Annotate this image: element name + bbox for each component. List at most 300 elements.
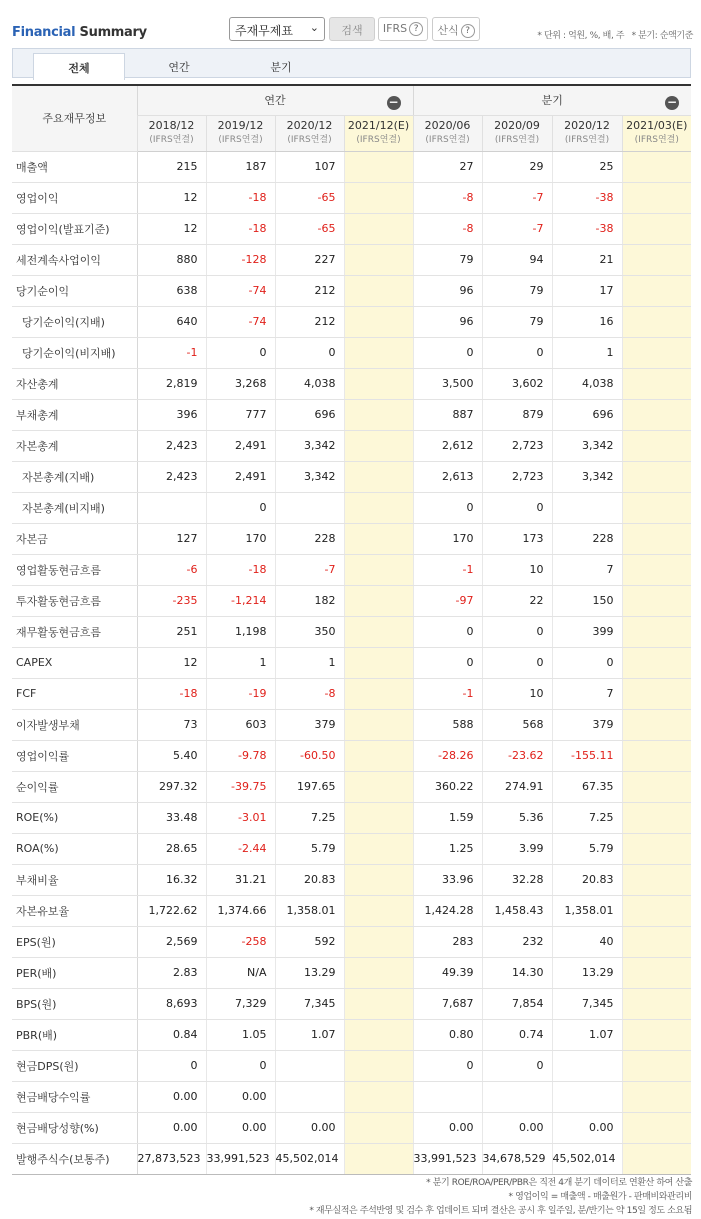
value-cell: -1,214 xyxy=(206,585,275,616)
ifrs-help-button[interactable] xyxy=(378,17,428,41)
value-cell: 14.30 xyxy=(482,957,552,988)
annual-group-header xyxy=(137,85,413,115)
value-cell: 1,424.28 xyxy=(413,895,482,926)
value-cell xyxy=(622,1143,691,1174)
value-cell: 13.29 xyxy=(275,957,344,988)
row-label: 부채비율 xyxy=(12,864,137,895)
value-cell: 170 xyxy=(413,523,482,554)
value-cell xyxy=(622,151,691,182)
row-label: ROA(%) xyxy=(12,833,137,864)
row-label: 자본총계(지배) xyxy=(12,461,137,492)
value-cell: 879 xyxy=(482,399,552,430)
value-cell: 8,693 xyxy=(137,988,206,1019)
value-cell: 3,602 xyxy=(482,368,552,399)
value-cell: 1,358.01 xyxy=(552,895,622,926)
value-cell: -18 xyxy=(137,678,206,709)
value-cell: 33.48 xyxy=(137,802,206,833)
value-cell: 1,374.66 xyxy=(206,895,275,926)
value-cell: -9.78 xyxy=(206,740,275,771)
table-row xyxy=(12,492,691,523)
value-cell: 40 xyxy=(552,926,622,957)
value-cell: 16 xyxy=(552,306,622,337)
table-row xyxy=(12,709,691,740)
row-label: 세전계속사업이익 xyxy=(12,244,137,275)
value-cell: 0.00 xyxy=(206,1081,275,1112)
row-label: 재무활동현금흐름 xyxy=(12,616,137,647)
period-basis: (IFRS연결) xyxy=(634,135,679,145)
table-row xyxy=(12,430,691,461)
value-cell: 0.00 xyxy=(552,1112,622,1143)
value-cell: -1 xyxy=(413,554,482,585)
value-cell xyxy=(622,1081,691,1112)
value-cell xyxy=(622,864,691,895)
row-label: 자본금 xyxy=(12,523,137,554)
value-cell: 0 xyxy=(206,337,275,368)
period-header xyxy=(552,115,622,151)
table-row xyxy=(12,213,691,244)
value-cell: 2.83 xyxy=(137,957,206,988)
value-cell: 33,991,523 xyxy=(206,1143,275,1174)
value-cell: 79 xyxy=(482,275,552,306)
value-cell xyxy=(344,585,413,616)
quarter-basis-note: * 분기: 순액기준 xyxy=(631,31,693,41)
value-cell: 0 xyxy=(413,1050,482,1081)
value-cell: 588 xyxy=(413,709,482,740)
value-cell: 0 xyxy=(482,616,552,647)
row-label: 매출액 xyxy=(12,151,137,182)
value-cell: 379 xyxy=(552,709,622,740)
value-cell: -8 xyxy=(275,678,344,709)
tab-all[interactable]: 전체 xyxy=(33,53,125,80)
table-row xyxy=(12,585,691,616)
period-header xyxy=(413,115,482,151)
value-cell xyxy=(622,1050,691,1081)
value-cell: -28.26 xyxy=(413,740,482,771)
value-cell xyxy=(344,151,413,182)
value-cell: -7 xyxy=(482,182,552,213)
value-cell: 0 xyxy=(552,647,622,678)
value-cell: -60.50 xyxy=(275,740,344,771)
row-label: 발행주식수(보통주) xyxy=(12,1143,137,1174)
corner-header: 주요재무정보 xyxy=(12,85,137,151)
period-basis: (IFRS연결) xyxy=(287,135,332,145)
value-cell: 20.83 xyxy=(552,864,622,895)
value-cell: 3,342 xyxy=(275,430,344,461)
value-cell: 7.25 xyxy=(275,802,344,833)
value-cell: 1,198 xyxy=(206,616,275,647)
value-cell: 5.40 xyxy=(137,740,206,771)
value-cell xyxy=(344,709,413,740)
value-cell xyxy=(344,1050,413,1081)
value-cell: 7 xyxy=(552,554,622,585)
value-cell xyxy=(622,802,691,833)
value-cell: 2,423 xyxy=(137,461,206,492)
table-row xyxy=(12,833,691,864)
value-cell: 2,491 xyxy=(206,430,275,461)
row-label: EPS(원) xyxy=(12,926,137,957)
row-label: 영업이익률 xyxy=(12,740,137,771)
row-label: PER(배) xyxy=(12,957,137,988)
value-cell xyxy=(622,306,691,337)
period-label: 2020/09 xyxy=(494,119,540,132)
value-cell: 7,687 xyxy=(413,988,482,1019)
period-label: 2021/03(E) xyxy=(626,119,688,132)
value-cell: 696 xyxy=(552,399,622,430)
value-cell: 170 xyxy=(206,523,275,554)
value-cell: 4,038 xyxy=(552,368,622,399)
value-cell xyxy=(344,213,413,244)
value-cell xyxy=(622,957,691,988)
value-cell: 274.91 xyxy=(482,771,552,802)
value-cell: 3,342 xyxy=(552,430,622,461)
value-cell: 3,342 xyxy=(275,461,344,492)
value-cell: 887 xyxy=(413,399,482,430)
value-cell xyxy=(413,1081,482,1112)
value-cell xyxy=(622,554,691,585)
value-cell: 127 xyxy=(137,523,206,554)
value-cell xyxy=(622,1112,691,1143)
value-cell xyxy=(344,1112,413,1143)
period-label: 2020/12 xyxy=(286,119,333,132)
value-cell xyxy=(344,1081,413,1112)
row-label: 순이익률 xyxy=(12,771,137,802)
value-cell: 27,873,523 xyxy=(137,1143,206,1174)
value-cell xyxy=(622,368,691,399)
value-cell: -18 xyxy=(206,554,275,585)
value-cell: 17 xyxy=(552,275,622,306)
period-basis: (IFRS연결) xyxy=(149,135,194,145)
value-cell: 0 xyxy=(206,1050,275,1081)
question-circle-icon: ? xyxy=(461,24,475,38)
value-cell xyxy=(344,182,413,213)
value-cell xyxy=(344,616,413,647)
value-cell: 0.84 xyxy=(137,1019,206,1050)
value-cell: 212 xyxy=(275,275,344,306)
value-cell: 7,329 xyxy=(206,988,275,1019)
value-cell: -3.01 xyxy=(206,802,275,833)
table-row xyxy=(12,616,691,647)
value-cell: 2,491 xyxy=(206,461,275,492)
table-row xyxy=(12,895,691,926)
value-cell: 96 xyxy=(413,306,482,337)
table-row xyxy=(12,771,691,802)
value-cell xyxy=(344,275,413,306)
value-cell: 379 xyxy=(275,709,344,740)
value-cell: 0 xyxy=(482,647,552,678)
value-cell xyxy=(344,678,413,709)
view-tabs xyxy=(12,48,691,78)
unit-note xyxy=(537,28,693,41)
value-cell: 2,569 xyxy=(137,926,206,957)
value-cell xyxy=(344,957,413,988)
value-cell: -7 xyxy=(482,213,552,244)
value-cell: 2,819 xyxy=(137,368,206,399)
value-cell: 32.28 xyxy=(482,864,552,895)
value-cell xyxy=(622,430,691,461)
question-circle-icon: ? xyxy=(409,22,423,36)
value-cell: 297.32 xyxy=(137,771,206,802)
value-cell: 350 xyxy=(275,616,344,647)
search-button[interactable]: 검색 xyxy=(329,17,375,41)
value-cell: -7 xyxy=(275,554,344,585)
value-cell: 1 xyxy=(552,337,622,368)
value-cell: -128 xyxy=(206,244,275,275)
value-cell: 13.29 xyxy=(552,957,622,988)
value-cell: -23.62 xyxy=(482,740,552,771)
period-header xyxy=(137,115,206,151)
value-cell xyxy=(275,1081,344,1112)
value-cell xyxy=(622,523,691,554)
value-cell xyxy=(552,1050,622,1081)
value-cell: 0.00 xyxy=(413,1112,482,1143)
table-row xyxy=(12,802,691,833)
value-cell: -39.75 xyxy=(206,771,275,802)
value-cell: 2,612 xyxy=(413,430,482,461)
value-cell: 7,854 xyxy=(482,988,552,1019)
row-label: 영업이익 xyxy=(12,182,137,213)
financial-summary-table xyxy=(12,84,691,1175)
collapse-annual-icon[interactable]: − xyxy=(388,95,399,109)
row-label: 현금배당성향(%) xyxy=(12,1112,137,1143)
footnotes xyxy=(309,1176,692,1218)
value-cell: -38 xyxy=(552,213,622,244)
quarter-group-header xyxy=(413,85,691,115)
annual-group-label: 연간 xyxy=(264,94,286,108)
value-cell xyxy=(622,709,691,740)
value-cell: 12 xyxy=(137,182,206,213)
value-cell xyxy=(622,988,691,1019)
value-cell: 173 xyxy=(482,523,552,554)
value-cell xyxy=(482,1081,552,1112)
value-cell xyxy=(275,1050,344,1081)
table-row xyxy=(12,1019,691,1050)
value-cell: 0.00 xyxy=(206,1112,275,1143)
value-cell: -6 xyxy=(137,554,206,585)
value-cell xyxy=(622,585,691,616)
title-financial: Financial xyxy=(12,25,76,40)
value-cell xyxy=(622,647,691,678)
value-cell: 27 xyxy=(413,151,482,182)
period-label: 2018/12 xyxy=(148,119,195,132)
value-cell xyxy=(344,864,413,895)
value-cell xyxy=(622,337,691,368)
period-basis: (IFRS연결) xyxy=(425,135,470,145)
collapse-quarter-icon[interactable]: − xyxy=(667,95,678,109)
value-cell xyxy=(344,461,413,492)
value-cell xyxy=(344,988,413,1019)
value-cell xyxy=(344,492,413,523)
value-cell: 0 xyxy=(413,492,482,523)
value-cell: 4,038 xyxy=(275,368,344,399)
row-label: PBR(배) xyxy=(12,1019,137,1050)
table-row xyxy=(12,461,691,492)
period-basis: (IFRS연결) xyxy=(564,135,610,145)
value-cell xyxy=(622,399,691,430)
value-cell xyxy=(344,244,413,275)
value-cell: 227 xyxy=(275,244,344,275)
value-cell: 5.79 xyxy=(275,833,344,864)
value-cell xyxy=(622,492,691,523)
value-cell: 251 xyxy=(137,616,206,647)
value-cell: -235 xyxy=(137,585,206,616)
value-cell: 880 xyxy=(137,244,206,275)
value-cell: -18 xyxy=(206,213,275,244)
value-cell xyxy=(622,275,691,306)
value-cell: 73 xyxy=(137,709,206,740)
value-cell: 638 xyxy=(137,275,206,306)
value-cell xyxy=(344,895,413,926)
value-cell: 232 xyxy=(482,926,552,957)
value-cell: 2,723 xyxy=(482,461,552,492)
table-row xyxy=(12,988,691,1019)
formula-help-button[interactable] xyxy=(432,17,480,41)
tab-quarterly[interactable]: 분기 xyxy=(270,61,292,74)
value-cell: 2,613 xyxy=(413,461,482,492)
value-cell: 107 xyxy=(275,151,344,182)
value-cell: 1.07 xyxy=(275,1019,344,1050)
value-cell: 568 xyxy=(482,709,552,740)
value-cell: 5.79 xyxy=(552,833,622,864)
value-cell: 0.80 xyxy=(413,1019,482,1050)
value-cell: -8 xyxy=(413,182,482,213)
chevron-down-icon: ⌄ xyxy=(309,21,319,34)
value-cell: 1.07 xyxy=(552,1019,622,1050)
value-cell: -155.11 xyxy=(552,740,622,771)
value-cell: 21 xyxy=(552,244,622,275)
period-basis: (IFRS연결) xyxy=(494,135,540,145)
unit-note-text: * 단위 : 억원, %, 배, 주 xyxy=(537,31,625,41)
value-cell xyxy=(344,368,413,399)
tab-annual[interactable]: 연간 xyxy=(168,61,190,74)
period-header xyxy=(206,115,275,151)
value-cell: -1 xyxy=(137,337,206,368)
value-cell: -18 xyxy=(206,182,275,213)
value-cell xyxy=(622,1019,691,1050)
value-cell xyxy=(344,399,413,430)
value-cell: 1.25 xyxy=(413,833,482,864)
table-row xyxy=(12,306,691,337)
value-cell: 31.21 xyxy=(206,864,275,895)
period-basis: (IFRS연결) xyxy=(356,135,401,145)
value-cell: -1 xyxy=(413,678,482,709)
period-label: 2021/12(E) xyxy=(347,119,410,132)
value-cell: 94 xyxy=(482,244,552,275)
footnote: * 영업이익 = 매출액 - 매출원가 - 판매비와관리비 xyxy=(508,1192,692,1202)
value-cell: 2,723 xyxy=(482,430,552,461)
value-cell: 0.00 xyxy=(137,1081,206,1112)
value-cell: 45,502,014 xyxy=(275,1143,344,1174)
row-label: BPS(원) xyxy=(12,988,137,1019)
table-row xyxy=(12,957,691,988)
footnote: * 재무실적은 주석반영 및 검수 후 업데이트 되며 결산은 공시 후 일주일, 분/반기는 약 15일 정도 소요됨 xyxy=(309,1206,692,1216)
value-cell: 12 xyxy=(137,647,206,678)
row-label: 당기순이익 xyxy=(12,275,137,306)
value-cell: 10 xyxy=(482,554,552,585)
period-label: 2020/06 xyxy=(424,119,471,132)
value-cell xyxy=(344,740,413,771)
value-cell: 640 xyxy=(137,306,206,337)
value-cell: 212 xyxy=(275,306,344,337)
value-cell: 1.59 xyxy=(413,802,482,833)
value-cell xyxy=(622,895,691,926)
table-row xyxy=(12,740,691,771)
statement-select[interactable] xyxy=(229,17,325,41)
value-cell: 0 xyxy=(275,337,344,368)
value-cell: 7,345 xyxy=(275,988,344,1019)
row-label: 자본유보율 xyxy=(12,895,137,926)
row-label: 자본총계 xyxy=(12,430,137,461)
period-basis: (IFRS연결) xyxy=(218,135,263,145)
row-label: FCF xyxy=(12,678,137,709)
value-cell: 0.00 xyxy=(482,1112,552,1143)
value-cell: 1 xyxy=(206,647,275,678)
value-cell: 696 xyxy=(275,399,344,430)
value-cell: 1,358.01 xyxy=(275,895,344,926)
table-row xyxy=(12,1081,691,1112)
value-cell: 49.39 xyxy=(413,957,482,988)
row-label: 자산총계 xyxy=(12,368,137,399)
value-cell xyxy=(622,926,691,957)
value-cell: 396 xyxy=(137,399,206,430)
title-summary: Summary xyxy=(79,25,147,40)
value-cell: 67.35 xyxy=(552,771,622,802)
table-row xyxy=(12,275,691,306)
value-cell xyxy=(344,833,413,864)
value-cell: 34,678,529 xyxy=(482,1143,552,1174)
row-label: 부채총계 xyxy=(12,399,137,430)
value-cell: 215 xyxy=(137,151,206,182)
period-header xyxy=(344,115,413,151)
value-cell: 0 xyxy=(482,1050,552,1081)
row-label: 현금DPS(원) xyxy=(12,1050,137,1081)
row-label: ROE(%) xyxy=(12,802,137,833)
value-cell: 5.36 xyxy=(482,802,552,833)
row-label: 투자활동현금흐름 xyxy=(12,585,137,616)
value-cell: 592 xyxy=(275,926,344,957)
value-cell: 79 xyxy=(482,306,552,337)
value-cell: 150 xyxy=(552,585,622,616)
period-header xyxy=(275,115,344,151)
period-header xyxy=(482,115,552,151)
value-cell: 0.00 xyxy=(137,1112,206,1143)
value-cell: 399 xyxy=(552,616,622,647)
value-cell xyxy=(344,337,413,368)
value-cell: 0 xyxy=(137,1050,206,1081)
value-cell: 0 xyxy=(413,337,482,368)
formula-label: 산식 xyxy=(437,24,459,37)
table-row xyxy=(12,554,691,585)
value-cell: -38 xyxy=(552,182,622,213)
table-row xyxy=(12,864,691,895)
value-cell: 228 xyxy=(552,523,622,554)
value-cell: 3,268 xyxy=(206,368,275,399)
table-row xyxy=(12,151,691,182)
row-label: 자본총계(비지배) xyxy=(12,492,137,523)
value-cell: 228 xyxy=(275,523,344,554)
value-cell: -74 xyxy=(206,275,275,306)
value-cell: 1,458.43 xyxy=(482,895,552,926)
period-header xyxy=(622,115,691,151)
table-row xyxy=(12,368,691,399)
value-cell: 20.83 xyxy=(275,864,344,895)
value-cell: -74 xyxy=(206,306,275,337)
value-cell: 1.05 xyxy=(206,1019,275,1050)
value-cell xyxy=(344,430,413,461)
table-row xyxy=(12,678,691,709)
value-cell xyxy=(344,523,413,554)
value-cell: 3.99 xyxy=(482,833,552,864)
value-cell: 3,342 xyxy=(552,461,622,492)
